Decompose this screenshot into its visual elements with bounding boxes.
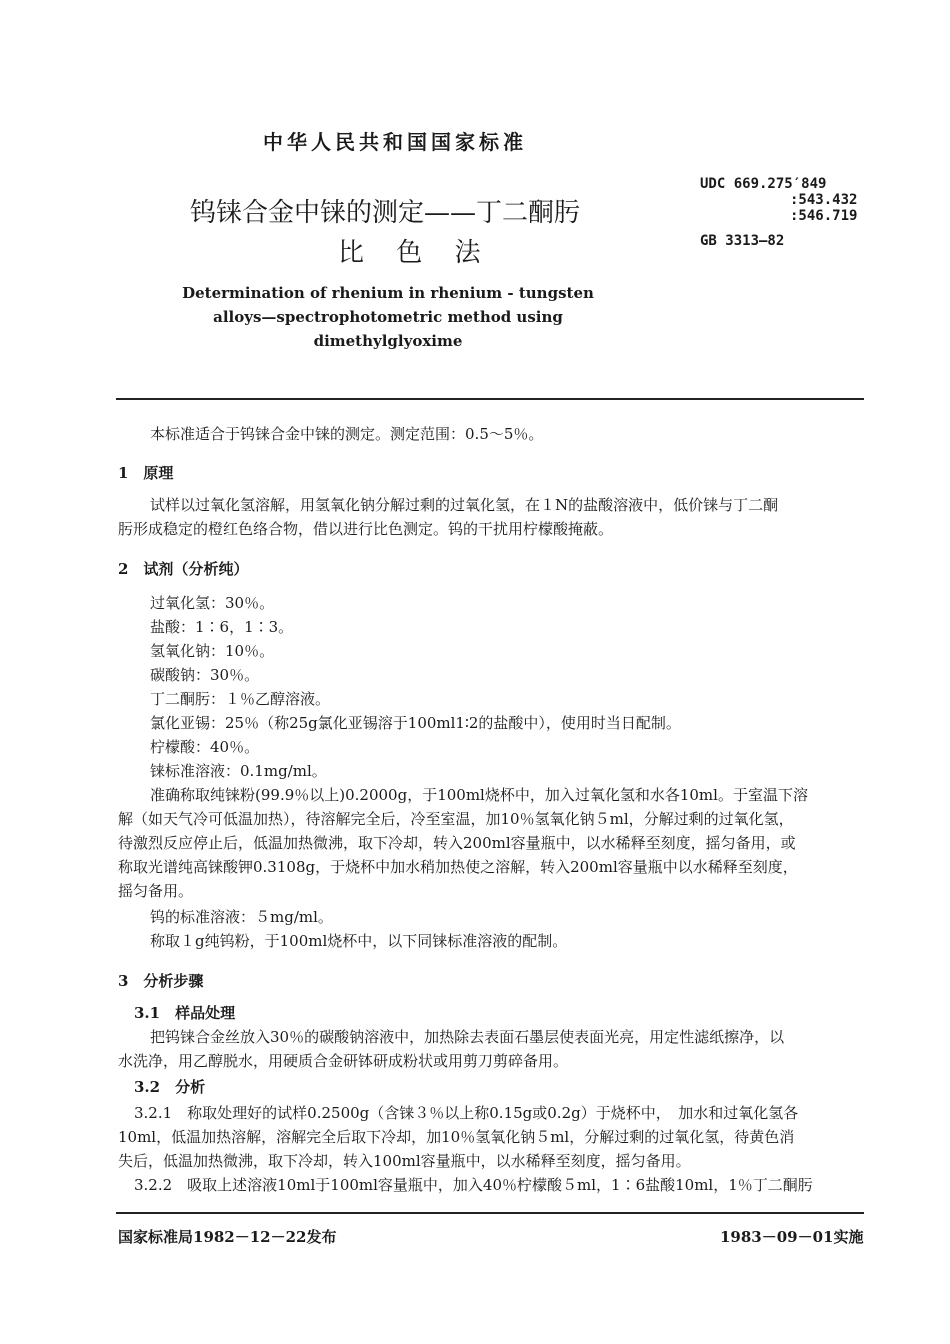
- footer-divider: [116, 1212, 864, 1214]
- subsection-heading: 3.1 样品处理: [134, 1004, 236, 1022]
- udc-classification: [700, 176, 857, 224]
- paragraph-line: 待激烈反应停止后，低温加热微沸，取下冷却，转入200ml容量瓶中，以水稀释至刻度，摇匀备用，或: [118, 834, 796, 852]
- paragraph-line: 10ml，低温加热溶解，溶解完全后取下冷却，加10％氢氧化钠５ml，分解过剩的过氧化氢，待黄色消: [118, 1128, 795, 1146]
- paragraph-line: 称取１g纯钨粉，于100ml烧杯中，以下同铼标准溶液的配制。: [150, 932, 568, 950]
- reagent-item: 钨的标准溶液：５mg/ml。: [150, 908, 333, 926]
- reagent-item: 盐酸：1∶6，1∶3。: [150, 618, 294, 636]
- udc-line: UDC 669.275′849: [700, 176, 827, 192]
- paragraph-line: 试样以过氧化氢溶解，用氢氧化钠分解过剩的过氧化氢，在１N的盐酸溶液中，低价铼与丁二酮: [150, 496, 779, 514]
- national-standard-heading: 中华人民共和国国家标准: [263, 130, 527, 154]
- english-title-line: Determination of rhenium in rhenium - tungsten: [182, 284, 594, 302]
- paragraph-line: 摇匀备用。: [118, 882, 194, 900]
- reagent-item: 过氧化氢：30％。: [150, 594, 275, 612]
- issue-date: 国家标准局1982－12－22发布: [118, 1228, 337, 1246]
- reagent-item: 丁二酮肟：１％乙醇溶液。: [150, 690, 331, 708]
- subsection-heading: 3.2 分析: [134, 1078, 206, 1096]
- paragraph-line: 3.2.2 吸取上述溶液10ml于100ml容量瓶中，加入40％柠檬酸５ml，1∶6盐酸10ml，1％丁二酮肟: [134, 1176, 813, 1194]
- paragraph-line: 把钨铼合金丝放入30％的碳酸钠溶液中，加热除去表面石墨层使表面光亮，用定性滤纸擦净，以: [150, 1028, 785, 1046]
- paragraph-line: 称取光谱纯高铼酸钾0.3108g，于烧杯中加水稍加热使之溶解，转入200ml容量瓶中以水稀释至刻度，: [118, 858, 798, 876]
- reagent-item: 碳酸钠：30％。: [150, 666, 260, 684]
- paragraph-line: 准确称取纯铼粉(99.9％以上)0.2000g，于100ml烧杯中，加入过氧化氢和水各10ml。于室温下溶: [150, 786, 808, 804]
- reagent-item: 氯化亚锡：25％（称25g氯化亚锡溶于100ml1∶2的盐酸中），使用时当日配制。: [150, 714, 681, 732]
- scope-text: 本标准适合于钨铼合金中铼的测定。测定范围：0.5～5％。: [150, 425, 544, 443]
- udc-line: :543.432: [790, 192, 858, 208]
- reagent-item: 柠檬酸：40％。: [150, 738, 260, 756]
- section-heading: 2 试剂（分析纯）: [118, 560, 249, 578]
- document-title-line2: 比 色 法: [338, 238, 493, 268]
- paragraph-line: 水洗净，用乙醇脱水，用硬质合金研钵研成粉状或用剪刀剪碎备用。: [118, 1052, 569, 1070]
- header-divider: [116, 398, 864, 400]
- paragraph-line: 失后，低温加热微沸，取下冷却，转入100ml容量瓶中，以水稀释至刻度，摇匀备用。: [118, 1152, 691, 1170]
- reagent-item: 氢氧化钠：10％。: [150, 642, 275, 660]
- effective-date: 1983－09－01实施: [720, 1228, 864, 1246]
- udc-line: :546.719: [790, 208, 858, 224]
- english-title-line: dimethylglyoxime: [313, 332, 463, 350]
- english-title-line: alloys—spectrophotometric method using: [213, 308, 563, 326]
- gb-number: GB 3313—82: [700, 233, 785, 249]
- paragraph-line: 解（如天气冷可低温加热），待溶解完全后，冷至室温，加10％氢氧化钠５ml，分解过剩的过氧化氢，: [118, 810, 794, 828]
- reagent-item: 铼标准溶液：0.1mg/ml。: [150, 762, 327, 780]
- section-heading: 1 原理: [118, 464, 174, 482]
- paragraph-line: 3.2.1 称取处理好的试样0.2500g（含铼３％以上称0.15g或0.2g）于烧杯中， 加水和过氧化氢各: [134, 1104, 799, 1122]
- document-title: 钨铼合金中铼的测定——丁二酮肟: [190, 198, 581, 228]
- section-heading: 3 分析步骤: [118, 972, 204, 990]
- paragraph-line: 肟形成稳定的橙红色络合物，借以进行比色测定。钨的干扰用柠檬酸掩蔽。: [118, 520, 614, 538]
